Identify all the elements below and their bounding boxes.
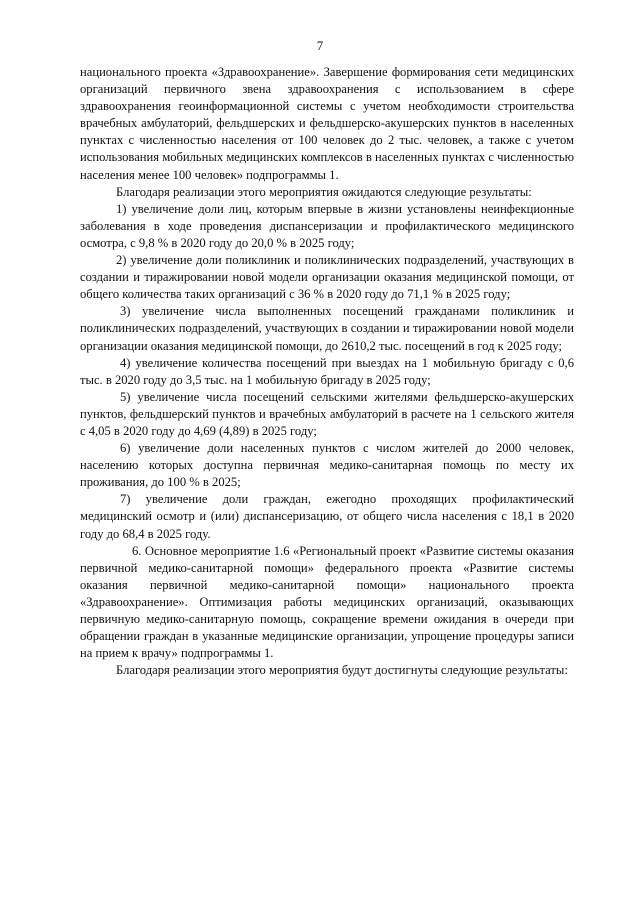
list-item-1: 1) увеличение доли лиц, которым впервые в жизни установлены неинфекционные заболевания в ходе проведения диспансеризации и профилактического медицинского осмотра, с 9,8 % в 2020 году до 20,0 % в 2025 году; — [80, 201, 574, 250]
list-item-5: 5) увеличение числа посещений сельскими жителями фельдшерско-акушерских пунктов, фельдшерский пунктов и врачебных амбулаторий в расчете на 1 сельского жителя с 4,05 в 2020 году до 4,69 (4,89) в 2025 году; — [80, 389, 574, 438]
list-item-6: 6) увеличение доли населенных пунктов с числом жителей до 2000 человек, населению которых доступна первичная медико-санитарная помощь по месту их проживания, до 100 % в 2025; — [80, 441, 574, 490]
list-item-2: 2) увеличение доли поликлиник и поликлинических подразделений, участвующих в создании и тиражировании новой модели организации оказания медицинской помощи, от общего количества таких организаций с 36 % в 2020 году до 71,1 % в 2025 году; — [80, 253, 574, 302]
document-body — [80, 64, 574, 679]
list-item-4: 4) увеличение количества посещений при выездах на 1 мобильную бригаду с 0,6 тыс. в 2020 году до 3,5 тыс. на 1 мобильную бригаду в 2025 году; — [80, 355, 574, 387]
paragraph-results-intro-2: Благодаря реализации этого мероприятия будут достигнуты следующие результаты: — [116, 663, 568, 678]
list-item-3: 3) увеличение числа выполненных посещений гражданами поликлиник и поликлинических подразделений, участвующих в создании и тиражировании новой модели организации оказания медицинской помощи, до 2610,2 тыс. посещений в год к 2025 году; — [80, 304, 574, 353]
page-number: 7 — [316, 38, 324, 53]
list-item-7: 7) увеличение доли граждан, ежегодно проходящих профилактический медицинский осмотр и (или) диспансеризацию, от общего числа населения с 18,1 в 2020 году до 68,4 в 2025 году. — [80, 492, 574, 541]
paragraph-continuation: национального проекта «Здравоохранение». Завершение формирования сети медицинских организаций первичного звена здравоохранения с использованием в сфере здравоохранения геоинформационной системы с учетом необходимости строительства врачебных амбулаторий, фельдшерских и фельдшерско-акушерских пунктов в населенных пунктах с численностью населения от 100 человек до 2 тыс. человек, а также с учетом использования мобильных медицинских комплексов в населенных пунктах с численностью населения менее 100 человек» подпрограммы 1. — [80, 65, 574, 182]
paragraph-measure-6: 6. Основное мероприятие 1.6 «Региональный проект «Развитие системы оказания первичной медико-санитарной помощи» федерального проекта «Развитие системы оказания первичной медико-санитарной помощи» национального проекта «Здравоохранение». Оптимизация работы медицинских организаций, оказывающих первичную медико-санитарную помощь, сокращение времени ожидания в очереди при обращении граждан в указанные медицинские организации, упрощение процедуры записи на прием к врачу» подпрограммы 1. — [80, 543, 574, 661]
paragraph-results-intro: Благодаря реализации этого мероприятия ожидаются следующие результаты: — [116, 184, 532, 199]
